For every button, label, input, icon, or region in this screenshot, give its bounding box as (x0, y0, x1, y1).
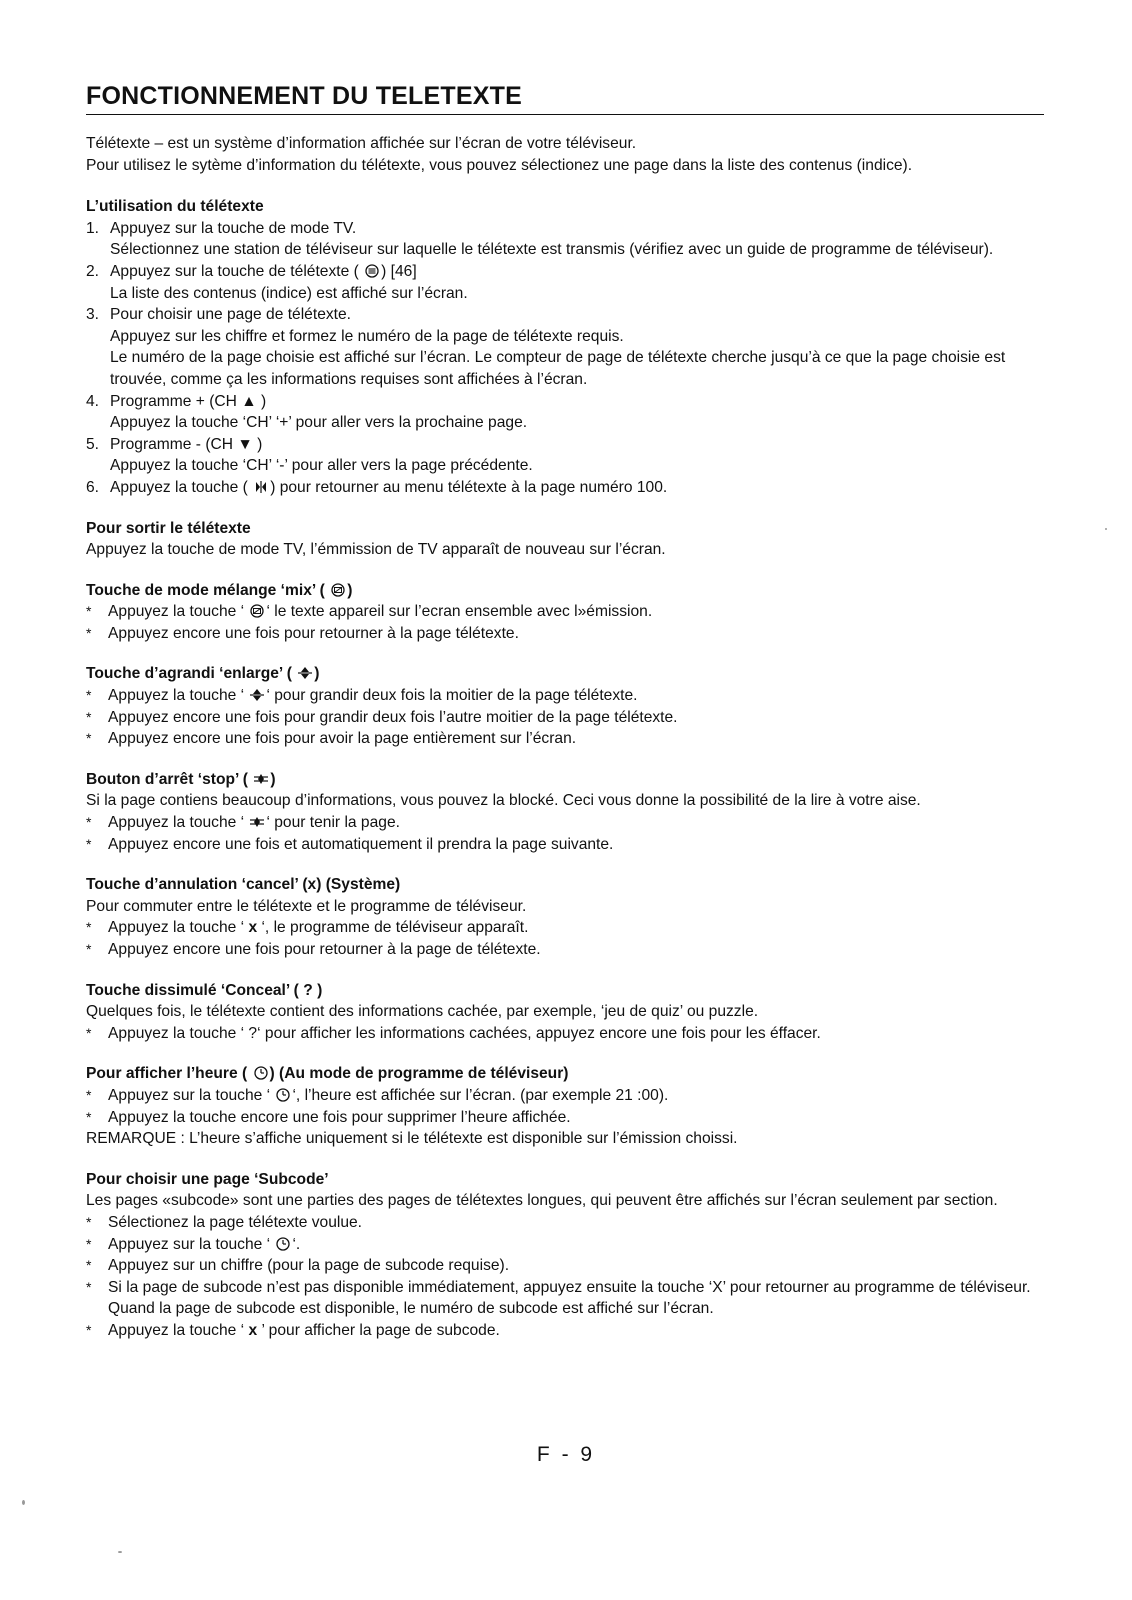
stop-icon (249, 815, 265, 829)
item-text-part: ‘. (292, 1235, 301, 1253)
list-item (86, 391, 1044, 434)
intro-line: Pour utilisez le sytème d’information du télétexte, vous pouvez sélectionez une page dans la liste des contenus (indice). (86, 156, 913, 174)
manual-page (86, 80, 1044, 1342)
section-text: Appuyez la touche de mode TV, l’émmission de TV apparaît de nouveau sur l’écran. (86, 541, 666, 559)
item-text-part: ‘, l’heure est affichée sur l’écran. (par exemple 21 :00). (292, 1086, 669, 1104)
item-text-part: ‘, le programme de téléviseur apparaît. (261, 919, 529, 937)
heading-part: ) (Au mode de programme de téléviseur) (269, 1065, 569, 1083)
heading-part: Touche de mode mélange ‘mix’ ( (86, 581, 325, 599)
section-subcode (86, 1169, 1044, 1342)
section-text: Les pages «subcode» sont une parties des pages de télétextes longues, qui peuvent être affichés sur l’écran seulement par section. (86, 1192, 998, 1210)
step-text: Appuyez la touche ‘CH’ ‘+’ pour aller vers la prochaine page. (110, 414, 528, 432)
section-heading (86, 1063, 1044, 1085)
section-heading: Pour choisir une page ‘Subcode’ (86, 1170, 329, 1188)
list-item (86, 261, 1044, 304)
step-text: La liste des contenus (indice) est affiché sur l’écran. (110, 284, 468, 302)
section-heading (86, 580, 1044, 602)
step-number: 2. (86, 262, 100, 280)
step-text: Appuyez la touche ‘CH’ ‘-’ pour aller vers la page précédente. (110, 457, 533, 475)
list-item: * Appuyez la touche ‘ ?‘ pour afficher les informations cachées, appuyez encore une fois pour les éffacer. (86, 1023, 1044, 1045)
page-title: FONCTIONNEMENT DU TELETEXTE (86, 82, 522, 110)
item-text-part: ‘ le texte appareil sur l’ecran ensemble avec l»émission. (266, 603, 653, 621)
list-item: * Appuyez encore une fois pour retourner à la page télétexte. (86, 623, 1044, 645)
step-text: Appuyez sur les chiffre et formez le numéro de la page de télétexte requis. (110, 327, 624, 345)
item-text-part: Appuyez la touche ‘ (108, 814, 245, 832)
list-item: * Appuyez encore une fois pour avoir la page entièrement sur l’écran. (86, 728, 1044, 750)
section-text: Pour commuter entre le télétexte et le programme de téléviseur. (86, 897, 527, 915)
section-heading: Touche d’annulation ‘cancel’ (x) (Système) (86, 876, 401, 894)
step-text-part: Appuyez la touche ( (110, 478, 248, 496)
step-text: Programme - (CH ▼ ) (110, 435, 263, 453)
item-text-part: ’ pour afficher la page de subcode. (261, 1321, 500, 1339)
scan-speck (1105, 528, 1107, 530)
step-number: 4. (86, 392, 100, 410)
item-text-part: Appuyez la touche ‘ (108, 1321, 245, 1339)
teletext-icon (364, 264, 380, 278)
list-item: * Appuyez encore une fois pour grandir deux fois l’autre moitier de la page télétexte. (86, 707, 1044, 729)
heading-part: Touche d’agrandi ‘enlarge’ ( (86, 665, 292, 683)
step-text: Le numéro de la page choisie est affiché sur l’écran. Le compteur de page de télétexte cherche jusqu’à ce que la page choisie est trouvée, comme ça les informations requises sont affichées à l’écran. (110, 349, 1006, 388)
section-time (86, 1063, 1044, 1149)
list-item (86, 218, 1044, 261)
section-stop (86, 769, 1044, 855)
mix-icon (249, 604, 265, 618)
stop-icon (253, 772, 269, 786)
list-item (86, 1320, 1044, 1342)
enlarge-icon (249, 688, 265, 702)
list-item: * Si la page de subcode n’est pas disponible immédiatement, appuyez ensuite la touche ‘X’ pour retourner au programme de téléviseur. Quand la page de subcode est disponible, le numéro de subcode est affiché sur l’écran. (86, 1277, 1044, 1320)
note-text: REMARQUE : L’heure s’affiche uniquement si le télétexte est disponible sur l’émission choissi. (86, 1130, 738, 1148)
item-text-part: ‘ pour tenir la page. (266, 814, 400, 832)
intro (86, 133, 1044, 176)
list-item (86, 917, 1044, 939)
list-item (86, 1085, 1044, 1107)
clock-icon (253, 1066, 269, 1080)
item-text-part: Appuyez la touche ‘ (108, 603, 245, 621)
item-text-part: ‘ pour grandir deux fois la moitier de la page télétexte. (266, 687, 638, 705)
section-heading: Pour sortir le télétexte (86, 519, 251, 537)
section-heading (86, 769, 1044, 791)
bullet-list (86, 1023, 1044, 1045)
scan-speck (22, 1500, 25, 1505)
list-item: * Appuyez encore une fois et automatiquement il prendra la page suivante. (86, 834, 1044, 856)
section-heading: Touche dissimulé ‘Conceal’ ( ? ) (86, 981, 323, 999)
step-text: Appuyez sur la touche de mode TV. (110, 219, 357, 237)
section-enlarge (86, 663, 1044, 749)
bullet-list (86, 685, 1044, 750)
section-exit (86, 518, 1044, 561)
step-text-part: ) pour retourner au menu télétexte à la page numéro 100. (270, 478, 668, 496)
step-number: 5. (86, 435, 100, 453)
key-x: x (244, 1321, 262, 1339)
step-text: Pour choisir une page de télétexte. (110, 306, 351, 324)
list-item: * Appuyez sur un chiffre (pour la page de subcode requise). (86, 1255, 1044, 1277)
heading-part: ) (347, 581, 353, 599)
heading-part: Pour afficher l’heure ( (86, 1065, 248, 1083)
step-text-part: ) [46] (381, 262, 417, 280)
bullet-list (86, 601, 1044, 644)
heading-part: ) (270, 770, 276, 788)
step-text: Sélectionnez une station de téléviseur sur laquelle le télétexte est transmis (vérifiez avec un guide de programme de téléviseur). (110, 241, 994, 259)
section-mix (86, 580, 1044, 645)
bullet-list (86, 812, 1044, 855)
clock-icon (275, 1088, 291, 1102)
step-text-part: Appuyez sur la touche de télétexte ( (110, 262, 359, 280)
section-usage (86, 196, 1044, 498)
list-item (86, 434, 1044, 477)
list-item (86, 685, 1044, 707)
section-cancel (86, 874, 1044, 960)
intro-line: Télétexte – est un système d’information affichée sur l’écran de votre téléviseur. (86, 135, 637, 152)
step-number: 3. (86, 306, 100, 324)
section-text: Quelques fois, le télétexte contient des informations cachée, par exemple, ‘jeu de quiz’ ou puzzle. (86, 1003, 759, 1021)
clock-icon (275, 1237, 291, 1251)
item-text-part: Appuyez la touche ‘ (108, 687, 245, 705)
list-item (86, 1234, 1044, 1256)
step-text (110, 477, 1044, 499)
usage-steps (86, 218, 1044, 499)
page-number: F - 9 (536, 1443, 596, 1466)
heading-part: Bouton d’arrêt ‘stop’ ( (86, 770, 248, 788)
section-text: Si la page contiens beaucoup d’informations, vous pouvez la blocké. Ceci vous donne la possibilité de la lire à votre aise. (86, 792, 921, 810)
title-rule (86, 114, 1044, 115)
key-x: x (244, 919, 262, 937)
item-text-part: Appuyez sur la touche ‘ (108, 1086, 271, 1104)
list-item: * Appuyez la touche encore une fois pour supprimer l’heure affichée. (86, 1107, 1044, 1129)
section-conceal (86, 980, 1044, 1045)
section-heading: L’utilisation du télétexte (86, 198, 264, 216)
item-text-part: Appuyez la touche ‘ (108, 919, 245, 937)
scan-speck (118, 1551, 122, 1553)
list-item (86, 812, 1044, 834)
list-item (86, 601, 1044, 623)
bullet-list (86, 1085, 1044, 1128)
bullet-list (86, 917, 1044, 960)
bullet-list (86, 1212, 1044, 1342)
index-icon (253, 480, 269, 494)
heading-part: ) (314, 665, 320, 683)
step-text: Programme + (CH ▲ ) (110, 392, 267, 410)
list-item: * Sélectionez la page télétexte voulue. (86, 1212, 1044, 1234)
step-number: 1. (86, 219, 100, 237)
list-item (86, 477, 1044, 499)
item-text-part: Appuyez sur la touche ‘ (108, 1235, 271, 1253)
step-number: 6. (86, 478, 100, 496)
list-item: * Appuyez encore une fois pour retourner à la page de télétexte. (86, 939, 1044, 961)
enlarge-icon (297, 666, 313, 680)
section-heading (86, 663, 1044, 685)
list-item (86, 304, 1044, 390)
mix-icon (330, 583, 346, 597)
step-text (110, 261, 1044, 283)
